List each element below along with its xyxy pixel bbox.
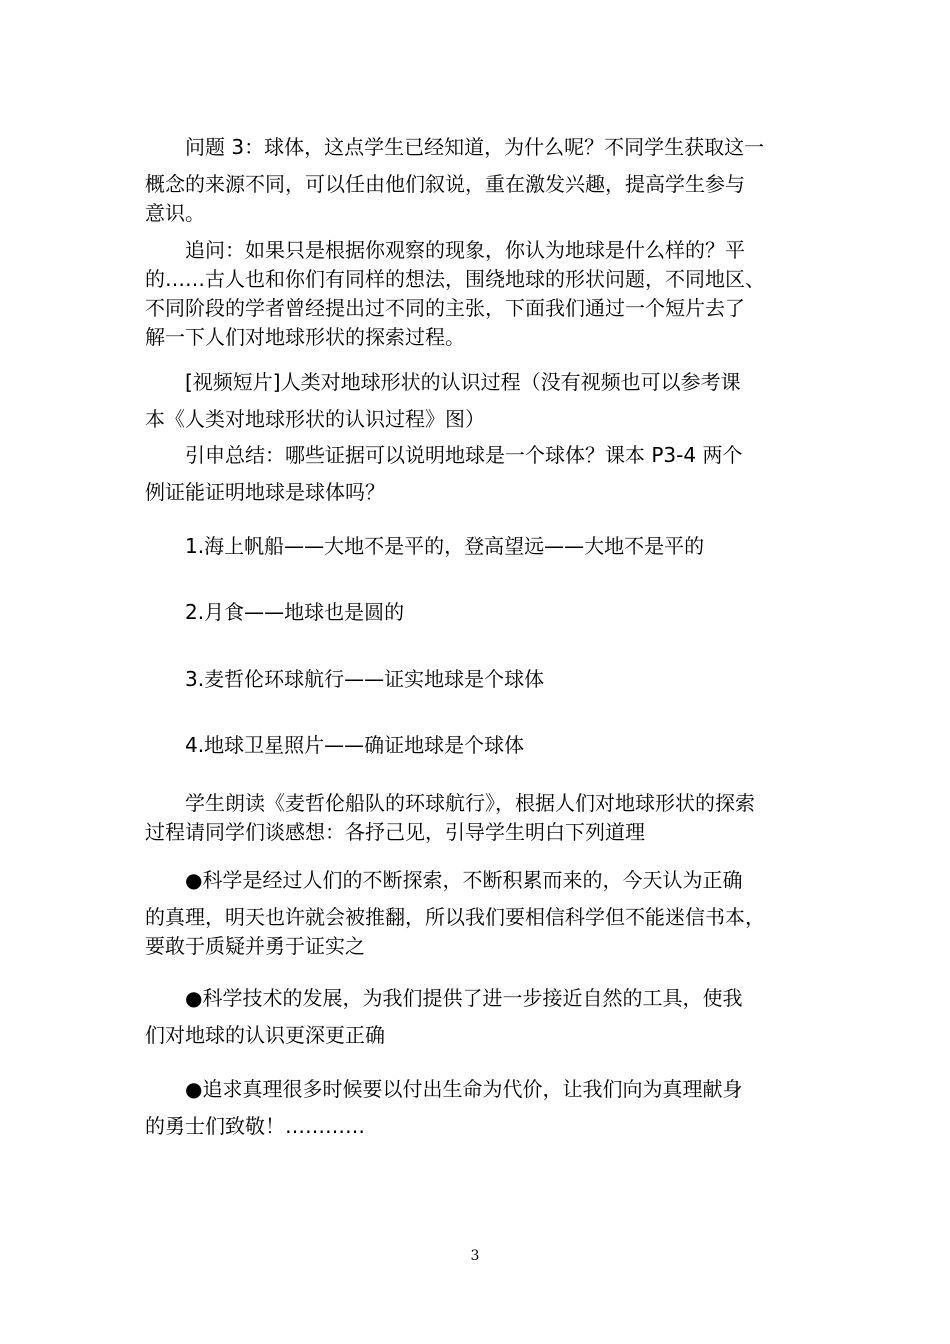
evidence-item-1: 1.海上帆船——大地不是平的，登高望远——大地不是平的 bbox=[185, 534, 705, 558]
paragraph-point-1 bbox=[145, 866, 813, 961]
text-line: 本《人类对地球形状的认识过程》图） bbox=[145, 407, 485, 431]
text-line: 要敢于质疑并勇于证实之 bbox=[145, 934, 365, 958]
text-line: ●科学技术的发展，为我们提供了进一步接近自然的工具，使我 bbox=[185, 986, 743, 1010]
text-line: 过程请同学们谈感想：各抒己见，引导学生明白下列道理 bbox=[145, 820, 645, 844]
evidence-item-3: 3.麦哲伦环球航行——证实地球是个球体 bbox=[185, 667, 545, 691]
text-line: 追问：如果只是根据你观察的现象，你认为地球是什么样的？平 bbox=[185, 238, 745, 262]
text-line: 问题 3：球体，这点学生已经知道，为什么呢？不同学生获取这一 bbox=[185, 135, 765, 159]
text-line: 意识。 bbox=[145, 201, 205, 225]
evidence-item-2: 2.月食——地球也是圆的 bbox=[185, 600, 405, 624]
paragraph-point-2 bbox=[145, 984, 813, 1050]
text-line: 的……古人也和你们有同样的想法，围绕地球的形状问题，不同地区、 bbox=[145, 267, 765, 291]
paragraph-summary bbox=[145, 441, 813, 507]
text-line: 学生朗读《麦哲伦船队的环球航行》，根据人们对地球形状的探索 bbox=[185, 791, 755, 815]
text-line: 引申总结：哪些证据可以说明地球是一个球体？课本 P3-4 两个 bbox=[185, 443, 743, 467]
text-line: 例证能证明地球是球体吗？ bbox=[145, 480, 385, 504]
paragraph-follow-up bbox=[145, 236, 813, 352]
text-line: 的真理，明天也许就会被推翻，所以我们要相信科学但不能迷信书本， bbox=[145, 905, 765, 929]
text-line: ●科学是经过人们的不断探索，不断积累而来的，今天认为正确 bbox=[185, 868, 743, 892]
text-line: 的勇士们致敬！………… bbox=[145, 1114, 365, 1138]
paragraph-question-3 bbox=[145, 133, 813, 228]
text-line: [视频短片]人类对地球形状的认识过程（没有视频也可以参考课 bbox=[185, 370, 741, 394]
paragraph-point-3 bbox=[145, 1075, 813, 1141]
evidence-item-4: 4.地球卫星照片——确证地球是个球体 bbox=[185, 733, 525, 757]
text-line: 们对地球的认识更深更正确 bbox=[145, 1023, 385, 1047]
text-line: 解一下人们对地球形状的探索过程。 bbox=[145, 325, 465, 349]
page-number: 3 bbox=[470, 1248, 480, 1264]
text-line: 不同阶段的学者曾经提出过不同的主张，下面我们通过一个短片去了 bbox=[145, 296, 745, 320]
paragraph-reading bbox=[145, 789, 813, 847]
paragraph-video bbox=[145, 368, 813, 434]
text-line: 概念的来源不同，可以任由他们叙说，重在激发兴趣，提高学生参与 bbox=[145, 172, 745, 196]
text-line: ●追求真理很多时候要以付出生命为代价，让我们向为真理献身 bbox=[185, 1077, 743, 1101]
